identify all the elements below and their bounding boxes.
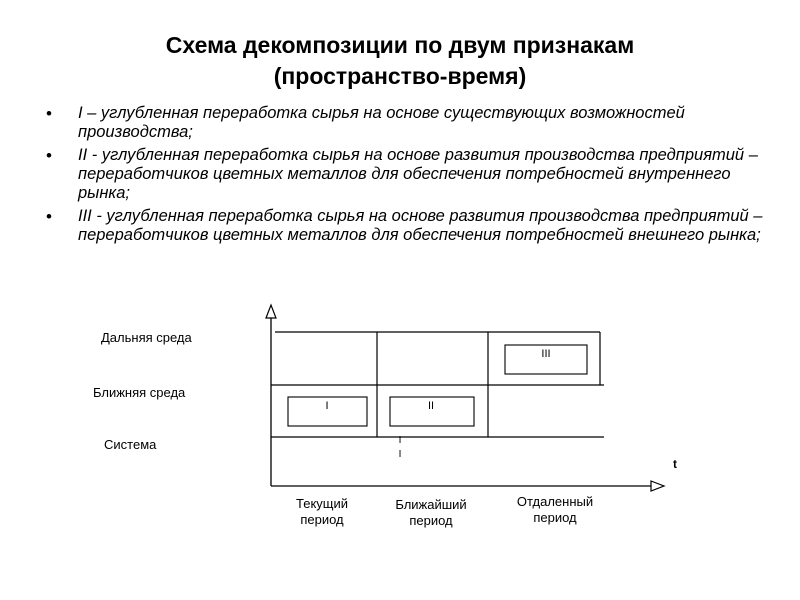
x-axis-label: t bbox=[673, 457, 677, 471]
x-label-current-line1: Текущий bbox=[296, 496, 348, 511]
title-line-1: Схема декомпозиции по двум признакам bbox=[165, 32, 635, 58]
mark-2: I bbox=[398, 449, 402, 460]
box-I-label: I bbox=[325, 400, 329, 412]
x-label-current-line2: период bbox=[300, 512, 344, 527]
x-axis-arrow bbox=[651, 481, 664, 491]
y-label-far-environment: Дальняя среда bbox=[101, 330, 192, 345]
bullet-item-1: • I – углубленная переработка сырья на основе существующих возможностей производства; bbox=[46, 104, 766, 142]
x-label-near-period bbox=[378, 497, 484, 529]
x-label-far-period bbox=[500, 494, 610, 526]
box-III-label: III bbox=[541, 348, 551, 360]
x-label-current-period bbox=[274, 496, 370, 528]
bullet-item-3: • III - углубленная переработка сырья на основе развития производства предприятий – переработчиков цветных металлов для обеспечения потребностей внешнего рынка; bbox=[46, 207, 766, 245]
bullet-item-2: • II - углубленная переработка сырья на основе развития производства предприятий – переработчиков цветных металлов для обеспечения потребностей внутреннего рынка; bbox=[46, 146, 766, 203]
x-label-far-line1: Отдаленный bbox=[516, 494, 594, 509]
title-line-2: (пространство-время) bbox=[273, 63, 527, 89]
y-label-near-environment: Ближняя среда bbox=[93, 385, 186, 400]
mark-1: I bbox=[398, 435, 402, 446]
x-label-near-line2: период bbox=[409, 513, 453, 528]
y-label-system: Система bbox=[104, 437, 157, 452]
x-label-near-line1: Ближайший bbox=[395, 497, 467, 512]
box-II-label: II bbox=[427, 400, 435, 412]
y-axis-arrow bbox=[266, 305, 276, 318]
x-label-far-line2: период bbox=[533, 510, 577, 525]
